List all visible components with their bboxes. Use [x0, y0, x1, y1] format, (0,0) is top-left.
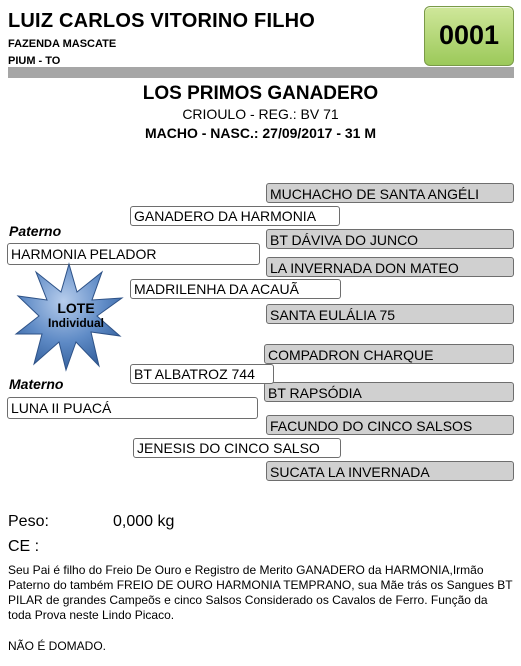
- pedigree-dam-sire-sire: COMPADRON CHARQUE: [264, 344, 514, 364]
- header-divider-bar: [8, 67, 514, 78]
- city-state: PIUM - TO: [8, 55, 61, 67]
- pedigree-sire-sire-sire: MUCHACHO DE SANTA ANGÉLI: [266, 183, 514, 203]
- lote-label: LOTE: [57, 300, 95, 316]
- pedigree-sire: HARMONIA PELADOR: [7, 243, 260, 265]
- breed-registration: CRIOULO - REG.: BV 71: [182, 106, 339, 122]
- maternal-label: Materno: [9, 376, 64, 392]
- note-text: NÃO É DOMADO.: [8, 639, 107, 653]
- lote-badge-text: [14, 300, 138, 330]
- paternal-label: Paterno: [9, 223, 62, 239]
- lot-number-badge: [424, 6, 514, 66]
- lote-type: Individual: [47, 316, 104, 330]
- pedigree-dam-dam-dam: SUCATA LA INVERNADA: [266, 461, 514, 481]
- pedigree-sire-sire: GANADERO DA HARMONIA: [130, 206, 340, 226]
- pedigree-dam-dam-sire: FACUNDO DO CINCO SALSOS: [266, 415, 514, 435]
- pedigree-dam: LUNA II PUACÁ: [7, 397, 258, 419]
- pedigree-dam-sire: BT ALBATROZ 744: [130, 364, 274, 384]
- description-text: Seu Pai é filho do Freio De Ouro e Registro de Merito GANADERO da HARMONIA,Irmão Paterno do também FREIO DE OURO HARMONIA TEMPRANO, sua Mãe trás os Sangues BT PILAR de grandes Campeõs e cinco Salsos Considerado os Cavalos de Ferro. Função da toda Prova neste Lindo Picaco.: [8, 563, 513, 622]
- pedigree-dam-dam: JENESIS DO CINCO SALSO: [133, 438, 341, 458]
- pedigree-sire-dam-dam: SANTA EULÁLIA 75: [266, 304, 514, 324]
- pedigree-sire-sire-dam: BT DÁVIVA DO JUNCO: [266, 229, 514, 249]
- pedigree-sire-dam: MADRILENHA DA ACAUÃ: [130, 279, 341, 299]
- pedigree-sire-dam-sire: LA INVERNADA DON MATEO: [266, 257, 514, 277]
- weight-label: Peso:: [8, 513, 49, 530]
- owner-name: LUIZ CARLOS VITORINO FILHO: [8, 10, 316, 32]
- farm-name: FAZENDA MASCATE: [8, 38, 117, 50]
- animal-name: LOS PRIMOS GANADERO: [142, 83, 379, 104]
- pedigree-dam-sire-dam: BT RAPSÓDIA: [264, 382, 514, 402]
- weight-value: 0,000 kg: [113, 513, 175, 530]
- ce-label: CE :: [8, 538, 40, 555]
- lot-number: 0001: [438, 20, 500, 50]
- sex-birth-date: MACHO - NASC.: 27/09/2017 - 31 M: [144, 125, 377, 141]
